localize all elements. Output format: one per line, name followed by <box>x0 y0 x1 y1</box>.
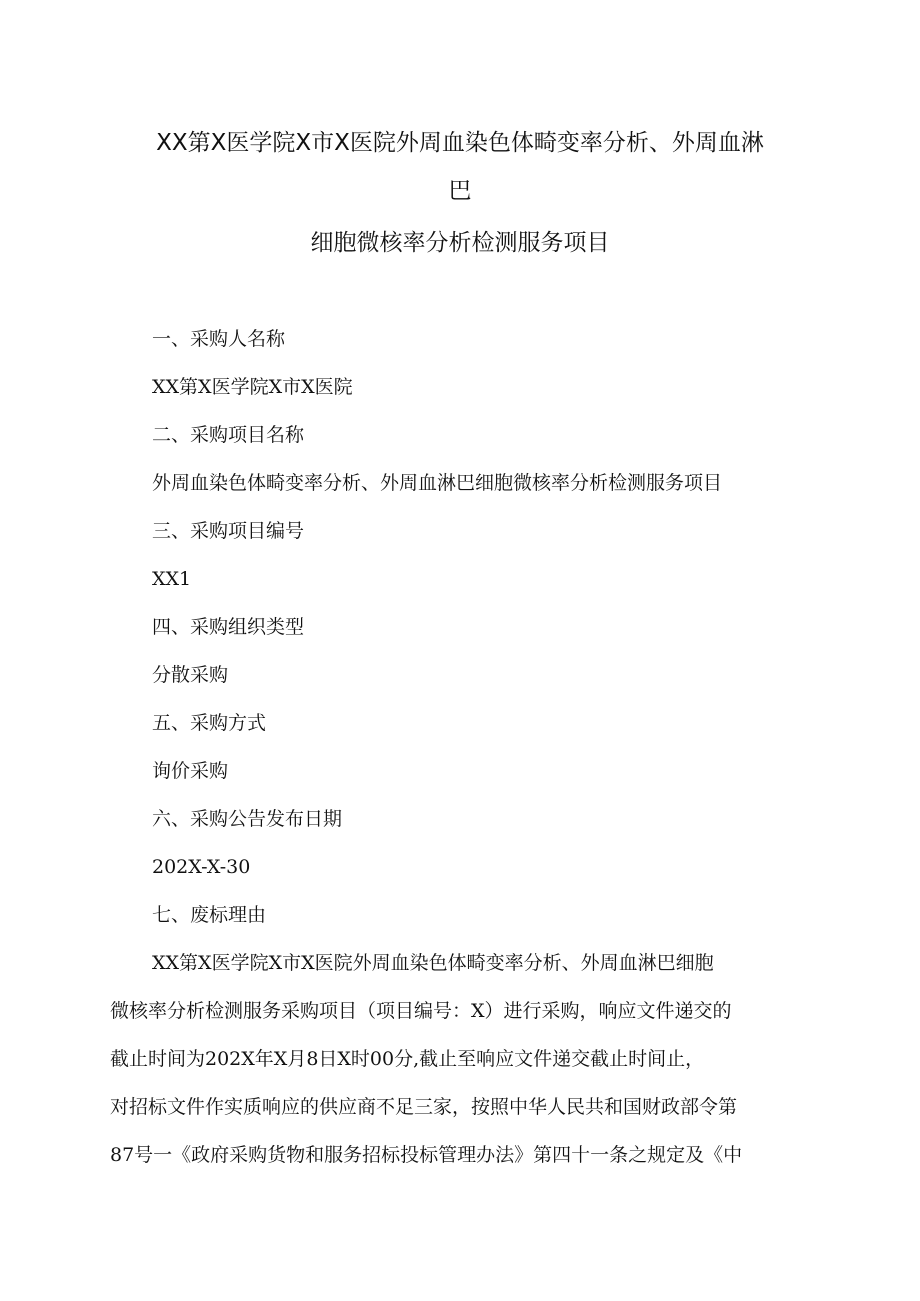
section-heading-procurement-method: 五、采购方式 <box>152 712 267 734</box>
body-line-5: 87号一《政府采购货物和服务招标投标管理办法》第四十一条之规定及《中 <box>110 1144 743 1166</box>
section-heading-organization-type: 四、采购组织类型 <box>152 616 305 638</box>
section-value-project-name: 外周血染色体畸变率分析、外周血淋巴细胞微核率分析检测服务项目 <box>152 472 723 494</box>
section-heading-rejection-reason: 七、废标理由 <box>152 904 267 926</box>
body-line-2: 微核率分析检测服务采购项目（项目编号：X）进行采购，响应文件递交的 <box>110 1000 732 1022</box>
section-value-procurement-method: 询价采购 <box>152 760 229 782</box>
document-title-line-3: 细胞微核率分析检测服务项目 <box>310 230 610 256</box>
body-line-3: 截止时间为202X年X月8日X时00分,截止至响应文件递交截止时间止， <box>110 1048 705 1070</box>
body-line-4: 对招标文件作实质响应的供应商不足三家，按照中华人民共和国财政部令第 <box>110 1096 738 1118</box>
document-title-line-1: XX第X医学院X市X医院外周血染色体畸变率分析、外周血淋 <box>156 130 764 156</box>
section-value-purchaser: XX第X医学院X市X医院 <box>152 376 353 398</box>
section-heading-project-number: 三、采购项目编号 <box>152 520 305 542</box>
section-value-announcement-date: 202X-X-30 <box>152 856 251 878</box>
document-title-line-2: 巴 <box>448 178 472 204</box>
section-value-project-number: XX1 <box>152 568 192 590</box>
section-value-organization-type: 分散采购 <box>152 664 229 686</box>
section-heading-purchaser: 一、采购人名称 <box>152 328 286 350</box>
body-line-1: XX第X医学院X市X医院外周血染色体畸变率分析、外周血淋巴细胞 <box>152 952 714 974</box>
section-heading-project-name: 二、采购项目名称 <box>152 424 305 446</box>
section-heading-announcement-date: 六、采购公告发布日期 <box>152 808 343 830</box>
